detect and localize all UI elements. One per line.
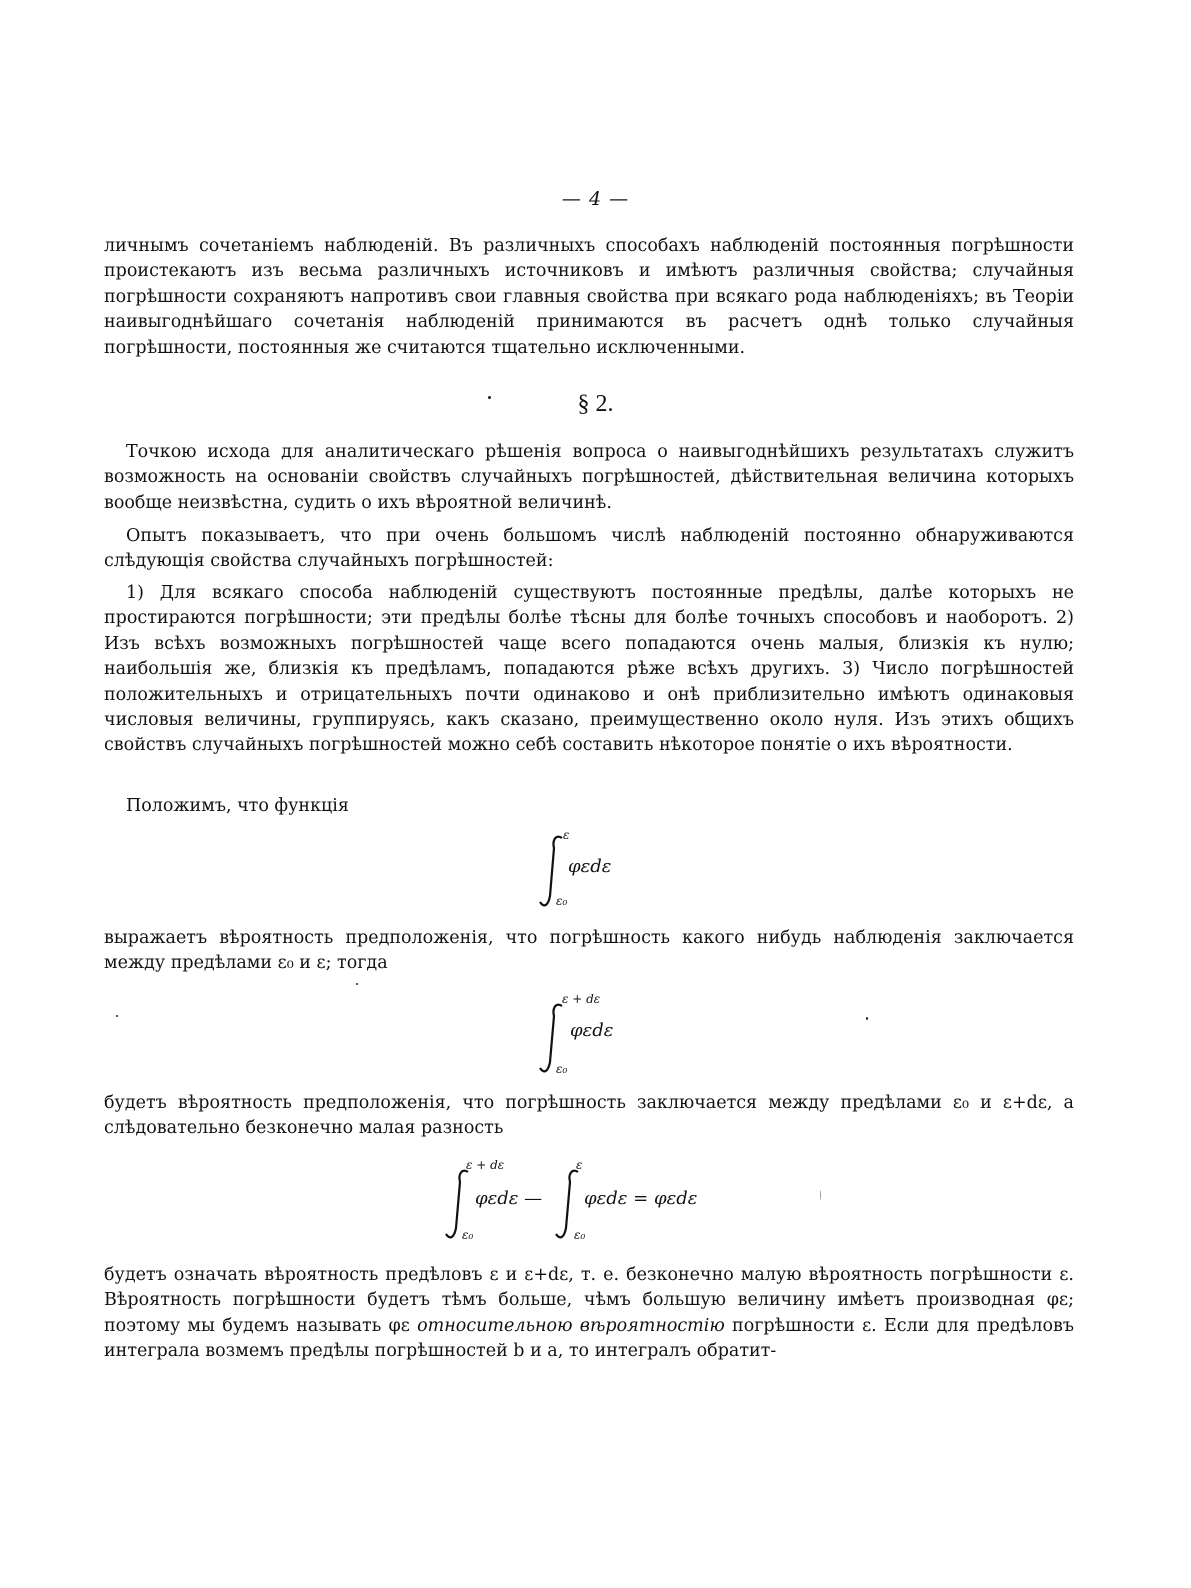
page-number: — 4 — bbox=[561, 188, 630, 210]
print-speck bbox=[488, 396, 491, 399]
paragraph-2: Точкою исхода для аналитическаго рѣшенія вопроса о наивыгоднѣйшихъ результатахъ служитъ возможность на основаніи свойствъ случайныхъ погрѣшностей, дѣйствительная величина которыхъ вообще неизвѣстна, судить о ихъ вѣроятной величинѣ. bbox=[104, 442, 1074, 513]
paragraph-1: личнымъ сочетаніемъ наблюденій. Въ различныхъ способахъ наблюденій постоянныя погрѣшности проистекаютъ изъ весьма различныхъ источниковъ и имѣютъ различныя свойства; случайныя погрѣшности сохраняютъ напротивъ свои главныя свойства при всякаго рода наблюденіяхъ; въ Теоріи наивыгоднѣйшаго сочетанія наблюденій принимаются въ расчетъ однѣ только случайныя погрѣшности, постоянныя же считаются тщательно исключенными. bbox=[104, 236, 1074, 358]
paragraph-5: Положимъ, что функція bbox=[126, 796, 349, 816]
upper-limit-1: ε + dε bbox=[466, 1158, 505, 1172]
integral-formula-1 bbox=[0, 826, 1191, 926]
integral-formula-3 bbox=[0, 1158, 1191, 1258]
integral-formula-2 bbox=[0, 990, 1191, 1090]
lower-limit: ε₀ bbox=[556, 1062, 568, 1076]
print-speck bbox=[866, 1017, 868, 1020]
paragraph-6: выражаетъ вѣроятность предположенія, что погрѣшность какого нибудь наблюденія заключается между предѣлами ε₀ и ε; тогда bbox=[104, 928, 1074, 974]
paragraph-8-part-a: будетъ означать вѣроятность предѣловъ ε и ε+dε, т. е. безконечно малую вѣроятность погрѣшности ε. Вѣроятность погрѣшности будетъ тѣмъ больше, чѣмъ большую величину имѣетъ производная φε; поэтому мы будемъ называть φε bbox=[104, 1265, 1074, 1336]
print-speck bbox=[356, 983, 358, 985]
upper-limit: ε + dε bbox=[562, 992, 601, 1006]
upper-limit: ε bbox=[563, 828, 570, 842]
print-speck bbox=[820, 1190, 821, 1200]
lower-limit-2: ε₀ bbox=[574, 1228, 586, 1242]
lower-limit: ε₀ bbox=[556, 894, 568, 908]
section-heading: § 2. bbox=[577, 391, 614, 417]
integrand-2: φεdε = φεdε bbox=[584, 1188, 698, 1209]
paragraph-4: 1) Для всякаго способа наблюденій существуютъ постоянные предѣлы, далѣе которыхъ не простираются погрѣшности; эти предѣлы болѣе тѣсны для болѣе точныхъ способовъ и наоборотъ. 2) Изъ всѣхъ возможныхъ погрѣшностей чаще всего попадаются очень малыя, близкія къ нулю; наибольшія же, близкія къ предѣламъ, попадаются рѣже всѣхъ другихъ. 3) Число погрѣшностей положительныхъ и отрицательныхъ почти одинаково и онѣ приблизительно имѣютъ одинаковыя числовыя величины, группируясь, какъ сказано, преимущественно около нуля. Изъ этихъ общихъ свойствъ случайныхъ погрѣшностей можно себѣ составить нѣкоторое понятіе о ихъ вѣроятности. bbox=[104, 583, 1074, 756]
integrand: φεdε bbox=[568, 856, 612, 877]
paragraph-8-emphasis: относительною вѣроятностію bbox=[417, 1315, 725, 1336]
integrand: φεdε bbox=[570, 1020, 614, 1041]
paragraph-3: Опытъ показываетъ, что при очень большомъ числѣ наблюденій постоянно обнаруживаются слѣдующія свойства случайныхъ погрѣшностей: bbox=[104, 526, 1074, 572]
paragraph-8-part-c: погрѣшности ε. Если для предѣловъ интеграла возмемъ предѣлы погрѣшностей b и a, то интегралъ обратит- bbox=[104, 1315, 1074, 1362]
paragraph-8 bbox=[104, 1263, 1074, 1365]
upper-limit-2: ε bbox=[576, 1158, 583, 1172]
print-speck bbox=[116, 1015, 118, 1017]
paragraph-7: будетъ вѣроятность предположенія, что погрѣшность заключается между предѣлами ε₀ и ε+dε, а слѣдовательно безконечно малая разность bbox=[104, 1093, 1074, 1139]
integrand-1: φεdε — bbox=[475, 1188, 543, 1209]
lower-limit-1: ε₀ bbox=[462, 1228, 474, 1242]
